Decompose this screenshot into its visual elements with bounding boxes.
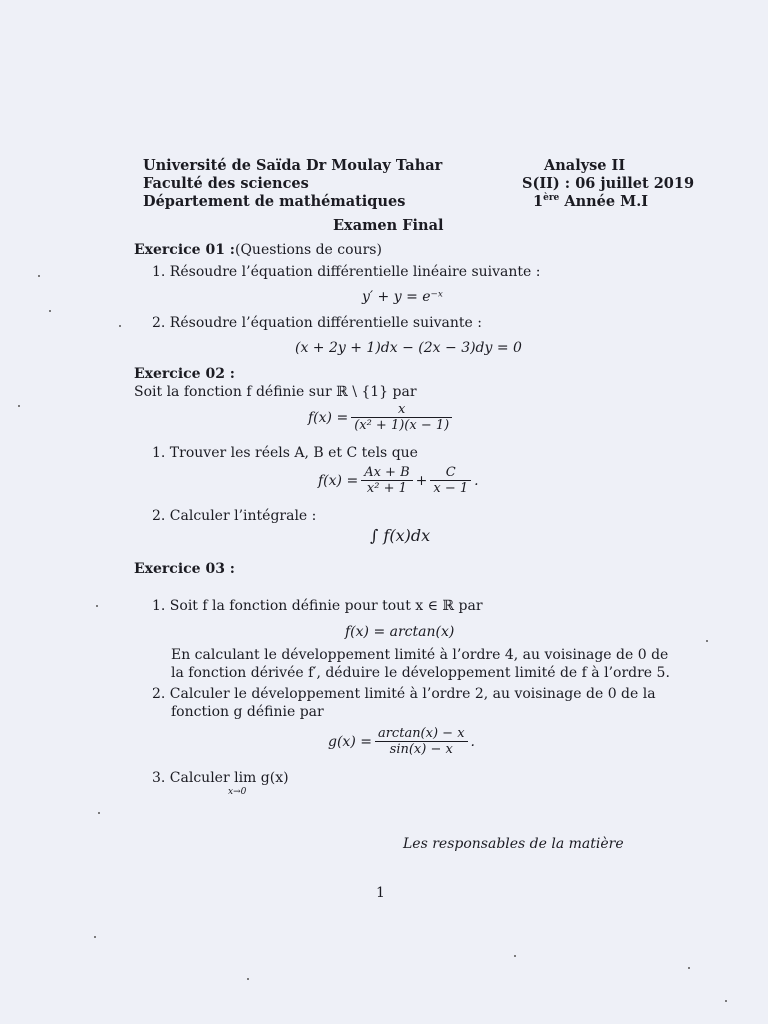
- scan-speck: [514, 955, 516, 957]
- exercise-2-question-1: 1. Trouver les réels A, B et C tels que: [152, 445, 418, 461]
- exercise-1-heading: Exercice 01 :(Questions de cours): [134, 242, 382, 258]
- arctan-definition: f(x) = arctan(x): [345, 624, 455, 640]
- scan-speck: [94, 936, 96, 938]
- integral-expression: ∫ f(x)dx: [370, 526, 431, 545]
- exercise-2-intro: Soit la fonction f définie sur ℝ \ {1} par: [134, 384, 417, 400]
- exercise-1-question-1: 1. Résoudre l’équation différentielle linéaire suivante :: [152, 264, 541, 280]
- exam-title: Examen Final: [333, 217, 444, 234]
- department-name: Département de mathématiques: [143, 193, 406, 210]
- signature: Les responsables de la matière: [403, 836, 624, 852]
- scan-speck: [247, 978, 249, 980]
- faculty-name: Faculté des sciences: [143, 175, 309, 192]
- exercise-3-question-2-a: 2. Calculer le développement limité à l’ordre 2, au voisinage de 0 de la: [152, 686, 656, 702]
- exam-date: S(II) : 06 juillet 2019: [522, 175, 695, 192]
- exercise-3-heading: Exercice 03 :: [134, 561, 235, 577]
- scan-speck: [96, 605, 98, 607]
- year-level: 1ère Année M.I: [533, 193, 649, 210]
- limit-subscript: x→0: [228, 787, 247, 797]
- equation-2: (x + 2y + 1)dx − (2x − 3)dy = 0: [295, 340, 522, 356]
- exercise-2-heading: Exercice 02 :: [134, 366, 235, 382]
- exercise-3-question-1: 1. Soit f la fonction définie pour tout x ∈ ℝ par: [152, 598, 483, 614]
- scan-speck: [706, 640, 708, 642]
- scan-speck: [38, 275, 40, 277]
- exercise-3-question-1-text-a: En calculant le développement limité à l’ordre 4, au voisinage de 0 de: [171, 647, 669, 663]
- scan-speck: [98, 812, 100, 814]
- partial-fraction-decomposition: f(x) = $\frac{Ax + B}{\text{x² + 1}}$ + $\frac{C}{x - 1}$ .: [318, 465, 479, 496]
- exercise-3-question-1-text-b: la fonction dérivée f′, déduire le développement limité de f à l’ordre 5.: [171, 665, 670, 681]
- scan-speck: [18, 405, 20, 407]
- g-definition: g(x) = $\frac{\arctan(x) - x}{\sin(x) - x}$ .: [328, 726, 475, 757]
- university-name: Université de Saïda Dr Moulay Tahar: [143, 157, 443, 174]
- scan-speck: [49, 310, 51, 312]
- scan-speck: [119, 325, 121, 327]
- function-definition: f(x) = $\frac{x}{\text{(x² + 1)(x − 1)}}$: [308, 402, 455, 433]
- exercise-3-question-3: 3. Calculer lim g(x): [152, 770, 289, 786]
- scan-speck: [725, 1000, 727, 1002]
- course-name: Analyse II: [544, 157, 626, 174]
- exercise-2-question-2: 2. Calculer l’intégrale :: [152, 508, 317, 524]
- equation-1: y′ + y = e⁻ˣ: [362, 289, 443, 305]
- scan-speck: [688, 967, 690, 969]
- page-number: 1: [376, 885, 385, 901]
- exercise-1-question-2: 2. Résoudre l’équation différentielle suivante :: [152, 315, 482, 331]
- exercise-3-question-2-b: fonction g définie par: [171, 704, 324, 720]
